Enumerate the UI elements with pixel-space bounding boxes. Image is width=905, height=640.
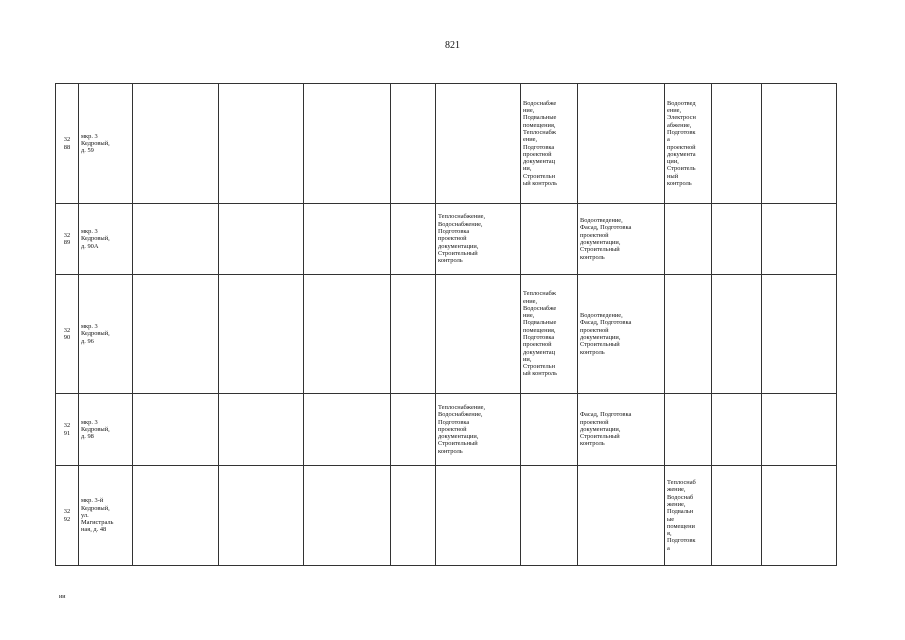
work-type-cell	[762, 466, 837, 566]
work-type-cell	[391, 466, 436, 566]
work-type-cell	[665, 275, 712, 394]
address-cell: мкр. 3 Кедровый, д. 59	[79, 84, 133, 204]
work-type-cell	[762, 394, 837, 466]
work-type-cell: Теплоснабжение, Водоснабжение, Подготовка проектной документации, Строительный контроль	[436, 204, 521, 275]
address-cell: мкр. 3-й Кедровый, ул. Магистраль ная, д. 48	[79, 466, 133, 566]
work-type-cell: Водоотвед ение, Электросн абжение, Подготовк а проектной документа ции, Строитель ный контроль	[665, 84, 712, 204]
work-type-cell	[219, 204, 304, 275]
work-type-cell: Фасад, Подготовка проектной документации, Строительный контроль	[578, 394, 665, 466]
work-type-cell	[762, 204, 837, 275]
work-type-cell	[436, 84, 521, 204]
footer-mark: ии	[59, 594, 66, 600]
table-row	[56, 204, 837, 275]
work-type-cell	[436, 466, 521, 566]
work-type-cell	[521, 204, 578, 275]
work-type-cell: Теплоснабж ение, Водоснабже ние, Подвальные помещения, Подготовка проектной документац ии, Строительн ый контроль	[521, 275, 578, 394]
work-type-cell	[391, 394, 436, 466]
work-type-cell	[133, 84, 219, 204]
work-type-cell: Водоснабже ние, Подвальные помещения, Теплоснабж ение, Подготовка проектной документац ии, Строительн ый контроль	[521, 84, 578, 204]
work-type-cell	[219, 275, 304, 394]
table-row	[56, 466, 837, 566]
work-type-cell	[391, 84, 436, 204]
work-type-cell	[133, 204, 219, 275]
work-type-cell	[578, 466, 665, 566]
work-type-cell	[304, 394, 391, 466]
work-type-cell	[521, 394, 578, 466]
table-row	[56, 84, 837, 204]
work-type-cell	[712, 466, 762, 566]
work-type-cell	[665, 204, 712, 275]
work-type-cell	[304, 275, 391, 394]
work-type-cell	[219, 466, 304, 566]
work-type-cell	[391, 204, 436, 275]
work-type-cell	[133, 275, 219, 394]
work-type-cell	[762, 275, 837, 394]
table-row	[56, 275, 837, 394]
address-cell: мкр. 3 Кедровый, д. 96	[79, 275, 133, 394]
repair-schedule-table	[55, 83, 837, 566]
table-row	[56, 394, 837, 466]
work-type-cell: Водоотведение, Фасад, Подготовка проектной документации, Строительный контроль	[578, 204, 665, 275]
page-number: 821	[445, 40, 460, 51]
work-type-cell	[304, 466, 391, 566]
work-type-cell: Водоотведение, Фасад, Подготовка проектной документации, Строительный контроль	[578, 275, 665, 394]
work-type-cell	[578, 84, 665, 204]
work-type-cell: Теплоснаб жение, Водоснаб жение, Подвальн ые помещени я, Подготовк а	[665, 466, 712, 566]
work-type-cell	[712, 84, 762, 204]
work-type-cell	[712, 394, 762, 466]
work-type-cell: Теплоснабжение, Водоснабжение, Подготовка проектной документации, Строительный контроль	[436, 394, 521, 466]
work-type-cell	[521, 466, 578, 566]
work-type-cell	[391, 275, 436, 394]
work-type-cell	[219, 84, 304, 204]
row-number-cell: 32 92	[56, 466, 79, 566]
row-number-cell: 32 91	[56, 394, 79, 466]
work-type-cell	[436, 275, 521, 394]
address-cell: мкр. 3 Кедровый, д. 90А	[79, 204, 133, 275]
work-type-cell	[304, 84, 391, 204]
work-type-cell	[133, 394, 219, 466]
row-number-cell: 32 89	[56, 204, 79, 275]
work-type-cell	[762, 84, 837, 204]
row-number-cell: 32 88	[56, 84, 79, 204]
work-type-cell	[304, 204, 391, 275]
work-type-cell	[219, 394, 304, 466]
address-cell: мкр. 3 Кедровый, д. 98	[79, 394, 133, 466]
work-type-cell	[133, 466, 219, 566]
work-type-cell	[712, 204, 762, 275]
work-type-cell	[665, 394, 712, 466]
work-type-cell	[712, 275, 762, 394]
row-number-cell: 32 90	[56, 275, 79, 394]
